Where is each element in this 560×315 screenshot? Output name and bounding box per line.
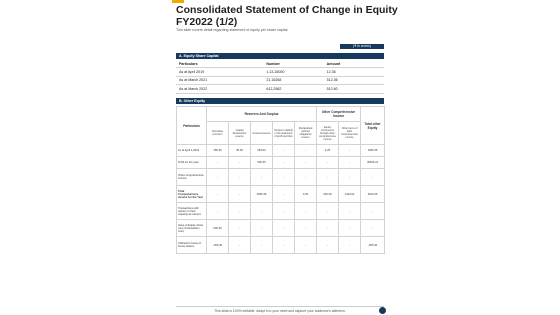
cell: Utilized for Issue of bonus shares xyxy=(177,237,207,254)
cell: - xyxy=(317,203,339,220)
cell: - xyxy=(251,169,273,186)
subheader-cell: General reserve xyxy=(251,122,273,145)
cell: - xyxy=(273,203,295,220)
cell: - xyxy=(273,169,295,186)
cell: - xyxy=(317,237,339,254)
footer-note: This slide is 100% editable. Adapt it to your need and capture your audience's attention. xyxy=(214,309,346,313)
cell: - xyxy=(295,220,317,237)
cell: 40536.22 xyxy=(361,157,385,169)
cell: - xyxy=(339,169,361,186)
cell: 4656.36 xyxy=(251,186,273,203)
cell: - xyxy=(207,157,229,169)
subheader-cell: Other items of other comprehensive income xyxy=(339,122,361,145)
cell: - xyxy=(229,237,251,254)
section-b-heading: B. Other Equity xyxy=(176,98,384,104)
table-row xyxy=(177,220,385,237)
cell: - xyxy=(339,157,361,169)
cell: - xyxy=(207,169,229,186)
cell: 4.25 xyxy=(317,145,339,157)
cell: - xyxy=(339,237,361,254)
cell: 612,2582 xyxy=(263,85,323,93)
cell: - xyxy=(229,220,251,237)
table-row xyxy=(177,157,385,169)
page-title: Consolidated Statement of Change in Equity FY2022 (1/2) xyxy=(176,4,398,28)
table-row xyxy=(176,76,384,84)
cell: - xyxy=(273,220,295,237)
subheader-cell: Surplus / (deficit) in the statement of profit and loss xyxy=(273,122,295,145)
table-row xyxy=(177,169,385,186)
cell: - xyxy=(295,145,317,157)
header-particulars: Particulars xyxy=(176,60,263,68)
cell: - xyxy=(273,186,295,203)
cell: - xyxy=(251,203,273,220)
cell: - xyxy=(229,157,251,169)
cell: - xyxy=(361,169,385,186)
table-row xyxy=(176,68,384,76)
table-header-row xyxy=(177,107,385,122)
header-particulars: Particulars xyxy=(177,107,207,145)
cell: - xyxy=(273,237,295,254)
cell: 4643.35 xyxy=(361,186,385,203)
cell: - xyxy=(251,237,273,254)
cell: - xyxy=(339,145,361,157)
cell: Profit for the year xyxy=(177,157,207,169)
cell: - xyxy=(295,203,317,220)
cell: - xyxy=(229,203,251,220)
header-oci: Other Comprehensive Income xyxy=(317,107,361,122)
cell: 12.36 xyxy=(324,68,384,76)
cell: 512.36 xyxy=(324,76,384,84)
cell: - xyxy=(317,157,339,169)
table-row xyxy=(176,85,384,93)
cell: - xyxy=(361,203,385,220)
cell: 35.36 xyxy=(229,145,251,157)
cell: -253.36 xyxy=(207,237,229,254)
cell: - xyxy=(229,186,251,203)
cell: - xyxy=(295,237,317,254)
other-equity-table xyxy=(176,106,385,254)
cell: 254.36 xyxy=(317,186,339,203)
header-number: Number xyxy=(263,60,323,68)
cell: - xyxy=(317,220,339,237)
table-row xyxy=(177,186,385,203)
cell: - xyxy=(229,169,251,186)
cell: - xyxy=(295,157,317,169)
cell: -365.36 xyxy=(361,237,385,254)
cell: As at April 2019 xyxy=(176,68,263,76)
cell: - xyxy=(317,169,339,186)
cell: 155.36 xyxy=(207,145,229,157)
equity-share-capital-table xyxy=(176,60,384,94)
section-a-heading: A. Equity Share Capital xyxy=(176,53,384,59)
header-total: Total other Equity xyxy=(361,107,385,145)
cell: 21,15268 xyxy=(263,76,323,84)
cell: As at April 1,2019 xyxy=(177,145,207,157)
table-header-row xyxy=(176,60,384,68)
subheader-cell: Securities premium xyxy=(207,122,229,145)
cell: - xyxy=(273,145,295,157)
cell: - xyxy=(361,220,385,237)
table-row xyxy=(177,203,385,220)
cell: 235.36 xyxy=(207,220,229,237)
cell: - xyxy=(273,157,295,169)
cell: Total Comprehensive income for the Year xyxy=(177,186,207,203)
cell: 1423.64 xyxy=(339,186,361,203)
cell: 512.60 xyxy=(324,85,384,93)
header-amount: Amount xyxy=(324,60,384,68)
footer-divider xyxy=(176,306,384,307)
cell: Other comprehensive income xyxy=(177,169,207,186)
page-marker-dot xyxy=(379,307,386,314)
units-label: (₹ In crores) xyxy=(340,44,384,49)
cell: - xyxy=(295,169,317,186)
cell: As at March 2022 xyxy=(176,85,263,93)
subheader-cell: Equity instruments through other comprehensive income xyxy=(317,122,339,145)
cell: 1,13,16000 xyxy=(263,68,323,76)
page-subtitle: This slide covers detail regarding statement of equity per share capital. xyxy=(176,28,289,32)
subheader-cell: Capital Redemption reserve xyxy=(229,122,251,145)
subheader-cell: Reclassified defined obligations reserve xyxy=(295,122,317,145)
cell: - xyxy=(339,220,361,237)
cell: - xyxy=(251,220,273,237)
table-row xyxy=(177,237,385,254)
cell: 1066.35 xyxy=(361,145,385,157)
cell: - xyxy=(207,203,229,220)
cell: As at March 2021 xyxy=(176,76,263,84)
cell: 253.60 xyxy=(251,145,273,157)
table-subheader-row xyxy=(177,122,385,145)
cell: - xyxy=(339,203,361,220)
accent-bar xyxy=(172,0,184,3)
cell: 0.25 xyxy=(295,186,317,203)
cell: 536.35 xyxy=(251,157,273,169)
cell: - xyxy=(207,186,229,203)
cell: Issue of Equity share (net of transaction cost) xyxy=(177,220,207,237)
header-reserves: Reserves And Surplus xyxy=(207,107,317,122)
cell: Transactions with owners in their capacity as owners xyxy=(177,203,207,220)
table-row xyxy=(177,145,385,157)
